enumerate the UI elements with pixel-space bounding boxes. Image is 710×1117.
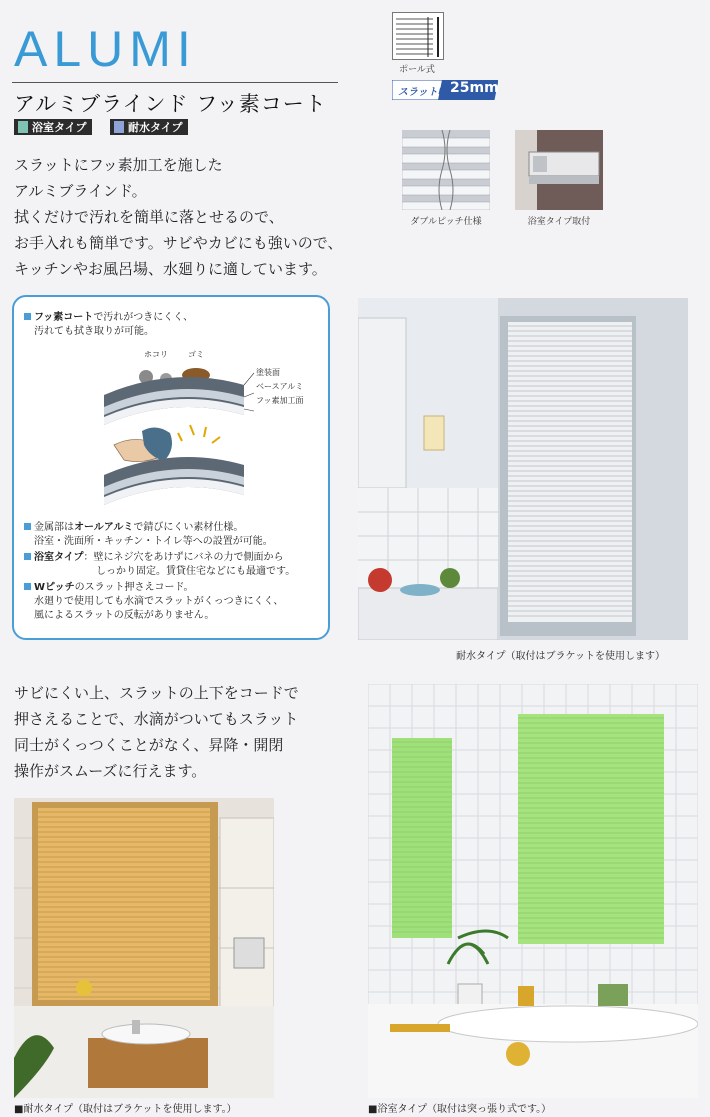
- label-surface: 塗装面: [256, 368, 280, 377]
- double-pitch-detail-photo: [402, 130, 490, 210]
- product-title: アルミブラインド フッ素コート: [14, 92, 327, 116]
- mid-line: 同士がくっつくことがなく、昇降・開閉: [14, 736, 284, 754]
- pole-label: ポール式: [399, 65, 435, 75]
- water-type-tag: [110, 119, 188, 135]
- label-fluoro: フッ素加工面: [256, 396, 304, 405]
- brand-logo: ALUMI: [14, 21, 197, 77]
- feature-text: のスラット押さえコード。: [74, 582, 194, 593]
- kitchen-blind-photo: [358, 298, 688, 640]
- label-gomi: ゴミ: [188, 350, 204, 359]
- feature-item-fluoro: [24, 311, 193, 325]
- intro-text: [14, 152, 394, 282]
- feature-line: しっかり固定。賃貸住宅などにも最適です。: [96, 566, 296, 577]
- mid-line: 操作がスムーズに行えます。: [14, 762, 207, 780]
- feature-text: 金属部は: [34, 522, 74, 533]
- fluoro-coating-illustration: [94, 345, 314, 505]
- bath-color-swatch: [18, 121, 28, 133]
- feature-line: 浴室・洗面所・キッチン・トイレ等への設置が可能。: [34, 536, 273, 547]
- intro-line: 拭くだけで汚れを簡単に落とせるので、: [14, 208, 284, 226]
- slat-width-value: 25mm: [450, 80, 499, 96]
- kitchen-caption: 耐水タイプ（取付はブラケットを使用します）: [456, 651, 665, 662]
- pole-operation-icon: [392, 12, 444, 60]
- bath-type-label: 浴室タイプ: [32, 121, 87, 134]
- washroom-caption: ■耐水タイプ（取付はブラケットを使用します。）: [14, 1104, 237, 1115]
- feature-line: 汚れても拭き取りが可能。: [34, 326, 154, 337]
- washroom-blind-photo: [14, 798, 274, 1098]
- intro-line: スラットにフッ素加工を施した: [14, 156, 223, 174]
- intro-line: アルミブラインド。: [14, 182, 147, 200]
- feature-bold: オールアルミ: [74, 522, 134, 533]
- bath-type-tag: [14, 119, 92, 135]
- water-type-label: 耐水タイプ: [128, 121, 183, 134]
- bullet-square: [24, 523, 31, 530]
- feature-item-alumi: [24, 521, 243, 535]
- detail1-caption: ダブルピッチ仕様: [410, 217, 482, 227]
- mid-line: サビにくい上、スラットの上下をコードで: [14, 684, 299, 702]
- mid-line: 押さえることで、水滴がついてもスラット: [14, 710, 299, 728]
- label-base: ベースアルミ: [256, 382, 304, 391]
- intro-line: お手入れも簡単です。サビやカビにも強いので、: [14, 234, 343, 252]
- feature-text: で錆びにくい素材仕様。: [133, 522, 244, 533]
- bathroom-blind-photo: [368, 684, 698, 1098]
- feature-text: ：壁にネジ穴をあけずにバネの力で側面から: [83, 552, 284, 563]
- bullet-square: [24, 583, 31, 590]
- slat-width-label: スラット幅: [398, 87, 448, 98]
- title-divider: [12, 82, 338, 83]
- feature-text: で汚れがつきにくく、: [93, 312, 194, 323]
- feature-bold: Wピッチ: [34, 582, 75, 593]
- detail2-caption: 浴室タイプ取付: [527, 217, 591, 227]
- label-hokori: ホコリ: [144, 350, 168, 359]
- feature-item-bath: [24, 551, 284, 565]
- green-blind-left: [392, 738, 452, 938]
- bath-mount-detail-photo: [515, 130, 603, 210]
- feature-bold: フッ素コート: [34, 312, 94, 323]
- water-color-swatch: [114, 121, 124, 133]
- feature-box: [12, 295, 330, 640]
- feature-line: 風によるスラットの反転がありません。: [34, 610, 215, 621]
- feature-line: 水廻りで使用しても水滴でスラットがくっつきにくく、: [34, 596, 284, 607]
- white-blind: [508, 322, 632, 622]
- bathroom-caption: ■浴室タイプ（取付は突っ張り式です。）: [368, 1104, 552, 1115]
- feature-bold: 浴室タイプ: [34, 552, 84, 563]
- intro-line: キッチンやお風呂場、水廻りに適しています。: [14, 260, 327, 278]
- mid-description: [14, 680, 299, 784]
- bullet-square: [24, 553, 31, 560]
- bullet-square: [24, 313, 31, 320]
- feature-item-wpitch: [24, 581, 194, 595]
